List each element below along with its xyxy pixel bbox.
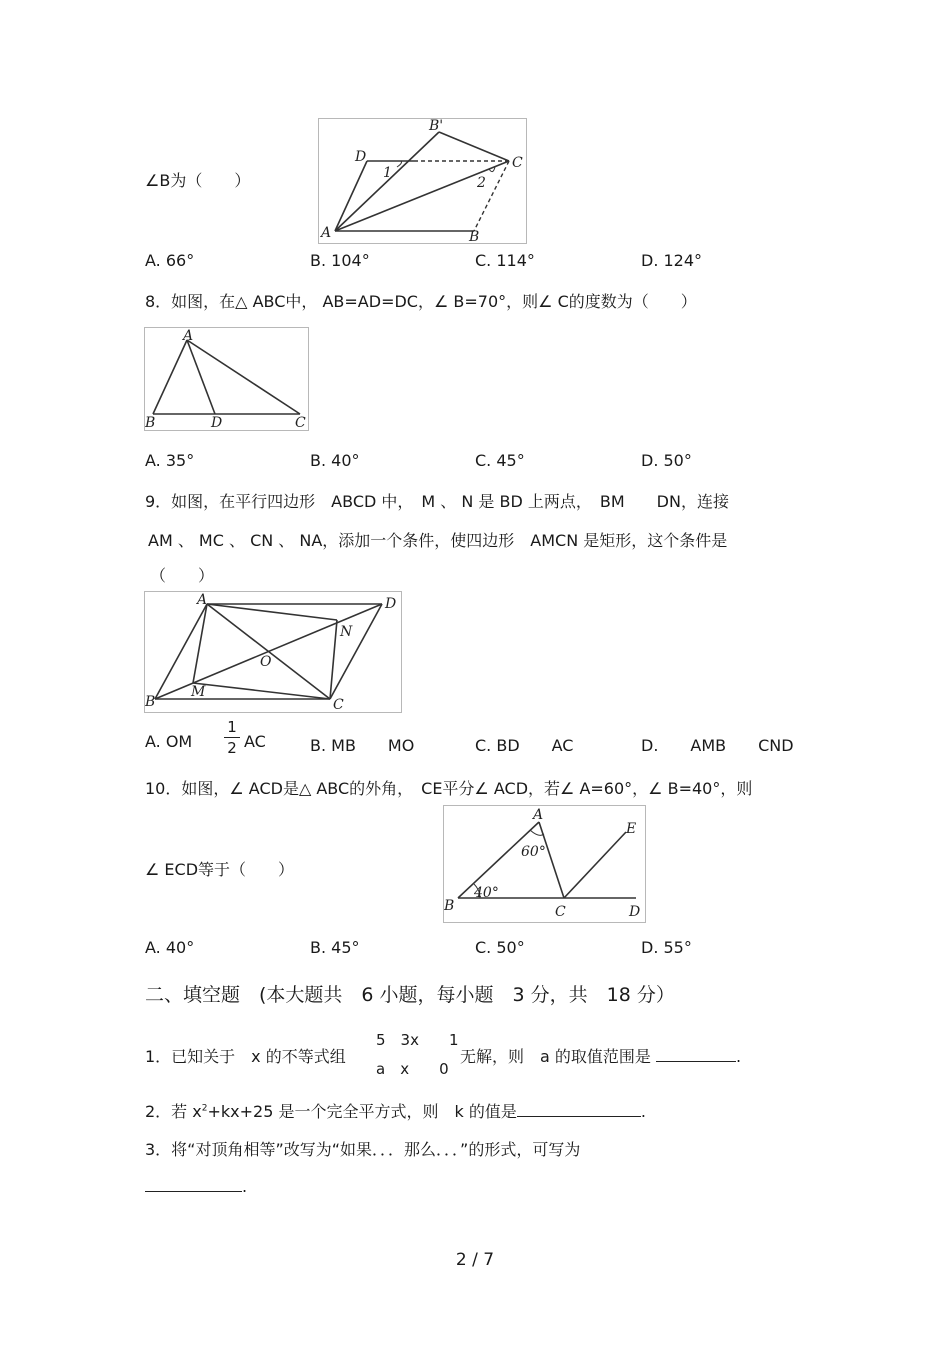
q9-label-n: N [340,624,353,640]
q7-option-b: B. 104° [310,251,370,270]
q10-option-b: B. 45° [310,938,360,957]
q10-label-b: B [444,898,455,914]
q10-label-d: D [629,904,641,920]
fill1-prefix: 1．已知关于 x 的不等式组 [145,1047,346,1066]
q10-option-d: D. 55° [641,938,692,957]
q9-label-c: C [333,697,344,712]
fill3-answer-line [145,1177,247,1196]
fill2-superscript: 2 [201,1103,208,1114]
q7-label-c: C [512,155,523,171]
q10-stem-tail: ∠ ECD等于（ ） [145,860,295,879]
fill1-answer-line [460,1044,741,1067]
fill2-middle: +kx+25 是一个完全平方式，则 k 的值是 [207,1102,517,1121]
fill1-system-row2: a x 0 [376,1060,449,1078]
q9-option-a-numerator: 1 [224,718,240,738]
q8-option-b: B. 40° [310,451,360,470]
q7-figure [318,118,527,244]
q9-label-d: D [385,596,397,612]
fill2-blank[interactable] [517,1102,641,1117]
q7-label-d: D [355,149,367,165]
q10-label-c: C [555,904,566,920]
q10-option-c: C. 50° [475,938,525,957]
q9-figure [144,591,402,713]
q7-label-1: 1 [383,165,392,181]
q7-stem-tail: ∠B为（ ） [145,171,251,190]
fill3-line1: 3．将“对顶角相等”改写为“如果．．．那么．．．”的形式，可写为 [145,1140,581,1159]
q10-option-a: A. 40° [145,938,195,957]
q9-option-a-suffix: AC [244,732,266,751]
q10-stem: 10．如图，∠ ACD是△ ABC的外角， CE平分∠ ACD，若∠ A=60°，∠ B=40°，则 [145,779,753,798]
q8-label-b: B [145,415,156,430]
q8-option-a: A. 35° [145,451,195,470]
fill1-system-row1: 5 3x 1 [376,1031,459,1049]
fill1-suffix: 无解，则 a 的取值范围是 [460,1047,651,1066]
q8-label-d: D [211,415,223,430]
q10-label-e: E [626,821,637,837]
q9-stem-line2: AM 、 MC 、 CN 、 NA，添加一个条件，使四边形 AMCN 是矩形，这个条件是 [148,531,728,550]
q8-stem: 8．如图，在△ ABC中， AB=AD=DC，∠ B=70°，则∠ C的度数为（ ） [145,292,697,311]
q10-label-40: 40° [474,885,499,901]
page-number: 2 / 7 [455,1250,495,1270]
q9-label-b: B [145,694,156,710]
q10-figure [443,805,646,923]
q7-option-a: A. 66° [145,251,195,270]
section-2-title: 二、填空题 (本大题共 6 小题，每小题 3 分，共 18 分） [145,984,675,1006]
fill1-blank[interactable] [656,1047,736,1062]
q7-label-b1: B' [429,119,444,134]
q9-option-c: C. BD AC [475,736,574,755]
q9-option-a-prefix: A. OM [145,732,193,751]
q9-label-a: A [197,592,208,608]
fill1-end: . [736,1047,742,1066]
q7-option-c: C. 114° [475,251,535,270]
q9-option-a-fraction [224,718,240,759]
fill2-prefix: 2．若 x [145,1102,202,1121]
q7-label-a: A [321,225,332,241]
q8-option-c: C. 45° [475,451,525,470]
q7-label-2: 2 [477,175,486,191]
fill2-end: . [640,1102,646,1121]
q7-label-b: B [469,229,480,243]
q9-label-o: O [260,654,272,670]
fill2-line [145,1099,646,1122]
q8-label-c: C [295,415,306,430]
q9-stem-line1: 9．如图，在平行四边形 ABCD 中， M 、 N 是 BD 上两点， BM DN，连接 [145,492,729,511]
q10-label-a: A [533,807,544,823]
q9-option-b: B. MB MO [310,736,415,755]
q8-option-d: D. 50° [641,451,692,470]
q9-option-a-denominator: 2 [227,739,237,757]
q10-label-60: 60° [521,844,546,860]
q9-stem-line3: （ ） [150,566,215,585]
fill3-end: . [242,1177,248,1196]
q9-label-m: M [191,684,206,700]
q7-option-d: D. 124° [641,251,703,270]
fill3-blank[interactable] [145,1177,242,1192]
q8-figure [144,327,309,431]
q9-option-d: D. AMB CND [641,736,794,755]
q8-label-a: A [183,328,194,344]
